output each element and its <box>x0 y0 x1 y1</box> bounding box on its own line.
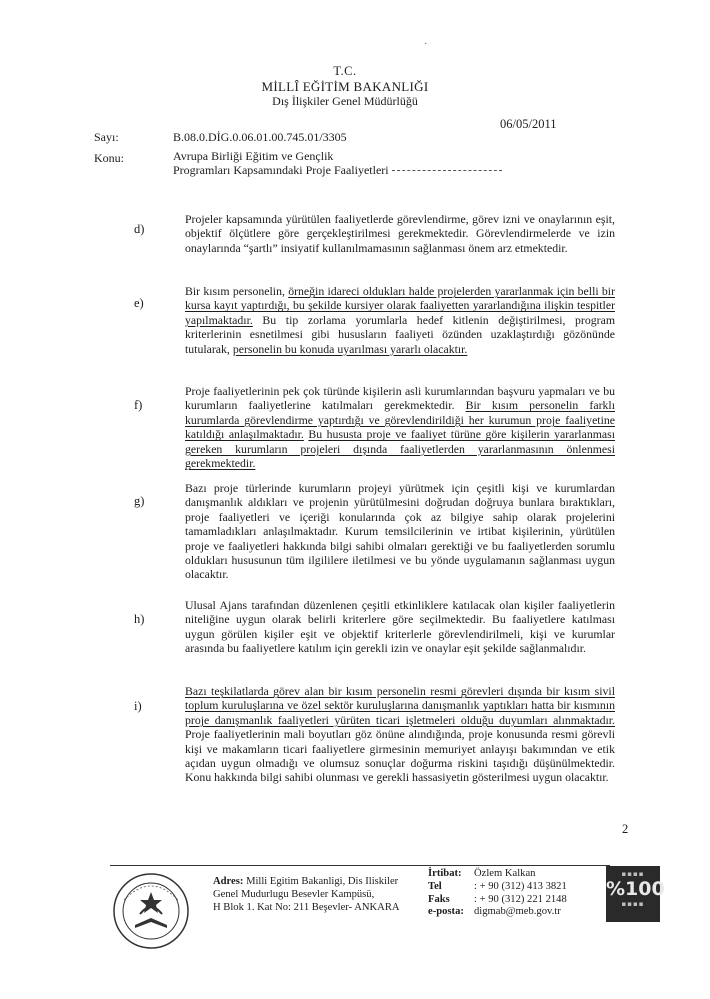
badge-bottom-mark: ▪▪▪▪ <box>621 900 645 908</box>
paragraph-g <box>185 481 615 582</box>
contact-name: Özlem Kalkan <box>474 868 536 879</box>
letterhead-tc: T.C. <box>333 64 357 78</box>
paragraph-h <box>185 598 615 656</box>
konu-line1: Avrupa Birliği Eğitim ve Gençlik <box>173 149 334 163</box>
footer-address <box>213 876 400 914</box>
contact-label: İrtibat: <box>428 868 462 879</box>
underlined-text: Bazı teşkilatlarda görev alan bir kısım personelin resmi görevleri dışında bir kısım sivil toplum kuruluşlarına ve özel sektör kuruluşlarına danışmanlık yaptıkları hatta bir kısmının proje danışmanlık faaliyetleri yürüten ticari işletmeleri olduğu duyumları alınmaktadır. <box>185 684 615 727</box>
underlined-text: personelin bu konuda uyarılması yararlı olacaktır. <box>232 341 468 356</box>
underlined-text: Bu hususta proje ve faaliyet türüne göre kişilerin yararlanması gereken kurumların projeleri dışında faaliyetlerden yararlanmasının önlenmesi gerekmektedir. <box>185 427 615 471</box>
badge-top-mark: ▪▪▪▪ <box>621 870 645 878</box>
address-label: Adres: <box>213 876 244 887</box>
paragraph-i <box>185 684 615 785</box>
paragraph-text: Proje faaliyetlerinin mali boyutları göz önüne alındığında, proje konusunda resmi görevli kişi ve makamların ticari faaliyetlere girmesinin memuriyet anlayışı bakımından ve etik açıdan uygun olmadığı ve olumsuz sonuçlar doğurma riskini taşıdığı düşünülmektedir. Konu hakkında bilgi sahibi olunması ve gerekli hassasiyetin gösterilmesi uygun olacaktır. <box>185 727 615 785</box>
letterhead <box>230 64 460 109</box>
item-label-f: f) <box>134 398 143 412</box>
tel-value: : + 90 (312) 413 3821 <box>474 880 567 892</box>
email-label: e-posta: <box>428 906 464 918</box>
meb-logo-icon <box>110 870 192 952</box>
item-label-h: h) <box>134 612 145 626</box>
fax-label: Faks <box>428 893 450 905</box>
sayi-label: Sayı: <box>94 130 119 144</box>
konu-label: Konu: <box>94 151 124 165</box>
paragraph-text: Bir kısım personelin, <box>185 284 289 298</box>
footer-divider <box>110 865 610 866</box>
paragraph-text: Bu tip zorlama yorumlarla hedef kitlenin değiştirilmesi, program kriterlerinin esnetilmesi gibi hususların faaliyeti özünden uzaklaştırdığı gözönünde tutularak, <box>185 312 615 356</box>
quality-badge <box>606 866 665 922</box>
email-link[interactable]: digmab@meb.gov.tr <box>474 906 561 918</box>
item-label-d: d) <box>134 222 145 236</box>
item-label-g: g) <box>134 494 145 508</box>
underlined-text: örneğin idareci oldukları halde projelerden yararlanmak için belli bir kursa kayıt yaptırdığı, bu şekilde kursiyer olarak faaliyetten yararlandığına ilişkin tespitler yapılmaktadır. <box>185 284 615 327</box>
konu-line2 <box>173 163 502 178</box>
sayi-value: B.08.0.DİG.0.06.01.00.745.01/3305 <box>173 130 347 144</box>
paragraph-text: Bazı proje türlerinde kurumların projeyi yürütmek için çeşitli kişi ve kurumlardan danışmanlık aldıkları ve projenin yürütülmesini doğrudan doğruya bunlara bıraktıkları, proje faaliyetleri ve içeriği konularında çok az bilgiye sahip olarak projelerini tamamladıkları anlaşılmaktadır. Kurum temsilcilerinin ve irtibat kişilerinin, yürütülen proje ve faaliyetleri hakkında bilgi sahibi olmaları gerektiği ve bu faaliyetlerden sorumlu oldukları hususunun tüm ilgililere iletilmesi ve bu yönde uygulamanın sağlanması uygun olacaktır. <box>185 481 615 582</box>
page-number: 2 <box>622 822 629 836</box>
konu-line2-text: Programları Kapsamındaki Proje Faaliyetleri <box>173 163 389 177</box>
footer-contact <box>428 868 567 919</box>
tel-label: Tel <box>428 880 442 892</box>
badge-main-text: %100 <box>606 878 665 900</box>
fax-value: : + 90 (312) 221 2148 <box>474 893 567 905</box>
address-line3: H Blok 1. Kat No: 211 Beşevler- ANKARA <box>213 901 400 913</box>
paragraph-d <box>185 212 615 255</box>
document-date: 06/05/2011 <box>500 117 557 131</box>
scan-mark: · <box>424 39 428 50</box>
paragraph-e <box>185 284 615 356</box>
paragraph-text: Ulusal Ajans tarafından düzenlenen çeşitli etkinliklere katılacak olan kişiler faaliyetlerin niteliğine uygun olarak belirli kriterlere göre seçilmektedir. Bu faaliyetlere katılması uygun görülen kişiler eşit ve objektif kriterlerle görevlendirilmeli, kişi ve kurumlar arasında bu faaliyetlere katılım için gerekli izin ve onaylar eşit şekilde sağlanmalıdır. <box>185 598 615 656</box>
address-line1: Milli Egitim Bakanligi, Dis Iliskiler <box>246 876 399 887</box>
underlined-text: Bir kısım personelin farklı kurumlarda görevlendirme yaptırdığı ve görevlendirildiği her kurumun proje faaliyetine katıldığı anlaşılmaktadır. <box>185 398 615 442</box>
letterhead-ministry: MİLLÎ EĞİTİM BAKANLIĞI <box>261 79 429 94</box>
konu-dash-line <box>392 170 502 171</box>
item-label-i: i) <box>134 699 142 713</box>
address-line2: Genel Mudurlugu Besevler Kampüsü, <box>213 888 375 900</box>
paragraph-text: Proje faaliyetlerinin pek çok türünde kişilerin asli kurumlarından başvuru yapmaları ve bu kurumların faaliyetlerine katılmaları gerekmektedir. <box>185 384 615 413</box>
letterhead-department: Dış İlişkiler Genel Müdürlüğü <box>272 94 418 108</box>
paragraph-text: Projeler kapsamında yürütülen faaliyetlerde görevlendirme, görev izni ve onaylarının eşit, objektif ölçütlere göre gerçekleştirilmesi gerekmektedir. Görevlendirmelerde ve izin onaylarında “şartlı” insiyatif kullanılmamasının sağlanması önem arz etmektedir. <box>185 212 615 255</box>
paragraph-f <box>185 384 615 470</box>
item-label-e: e) <box>134 296 144 310</box>
